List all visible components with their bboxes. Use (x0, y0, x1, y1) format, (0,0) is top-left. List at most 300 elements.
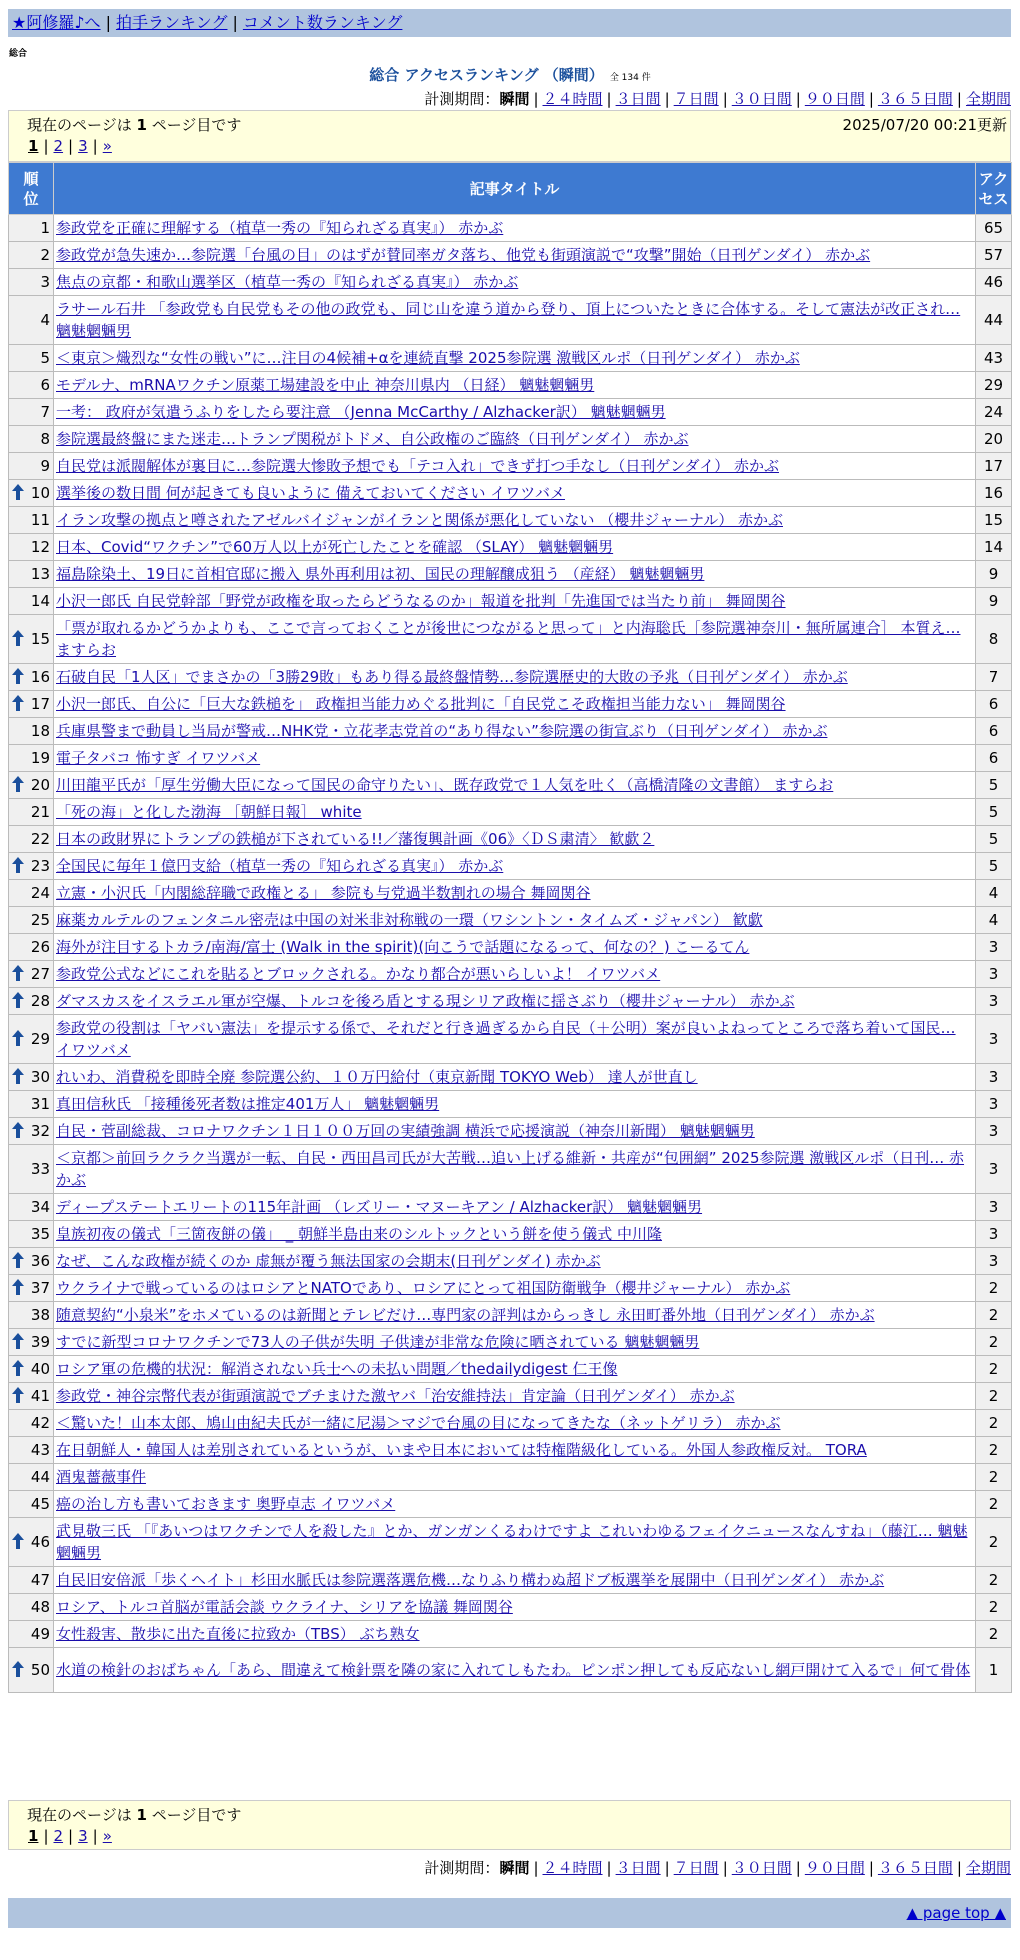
title-cell (54, 1064, 976, 1091)
table-row (9, 880, 1012, 907)
rank-up-arrow-icon (12, 1279, 24, 1295)
article-link[interactable]: 参政党を正確に理解する（植草一秀の『知られざる真実』） 赤かぶ (56, 219, 504, 237)
rank-cell (9, 1275, 54, 1302)
rank-up-arrow-icon (12, 965, 24, 981)
table-row (9, 1621, 1012, 1648)
rank-number: 34 (30, 1198, 50, 1216)
title-cell (54, 1594, 976, 1621)
access-count: 3 (976, 1091, 1012, 1118)
title-cell (54, 372, 976, 399)
article-link[interactable]: ダマスカスをイスラエル軍が空爆、トルコを後ろ盾とする現シリア政権に揺さぶり（櫻井ジャーナル） 赤かぶ (56, 992, 795, 1010)
rank-cell (9, 907, 54, 934)
article-link[interactable]: 癌の治し方も書いておきます 奥野卓志 イワツバメ (56, 1495, 396, 1513)
title-cell (54, 1567, 976, 1594)
title-cell (54, 664, 976, 691)
access-count: 2 (976, 1410, 1012, 1437)
article-link[interactable]: ＜東京＞熾烈な“女性の戦い”に…注目の4候補+αを連続直撃 2025参院選 激戦区ルポ（日刊ゲンダイ） 赤かぶ (56, 349, 800, 367)
table-row (9, 1302, 1012, 1329)
title-cell (54, 426, 976, 453)
updated-timestamp: 2025/07/20 00:21更新 (842, 116, 1007, 134)
table-row (9, 588, 1012, 615)
rank-number: 16 (30, 668, 50, 686)
article-link[interactable]: 一考： 政府が気遣うふりをしたら要注意 （Jenna McCarthy / Alzhacker訳） 魑魅魍魎男 (56, 403, 666, 421)
title-cell (54, 399, 976, 426)
access-count: 15 (976, 507, 1012, 534)
period-label: 計測期間： (424, 1859, 500, 1877)
rank-number: 19 (30, 749, 50, 767)
rank-number: 26 (30, 938, 50, 956)
table-row (9, 1491, 1012, 1518)
rank-up-arrow-icon (12, 1333, 24, 1349)
rank-number: 12 (30, 538, 50, 556)
period-link[interactable]: ９０日間 (804, 1859, 865, 1877)
rank-cell (9, 691, 54, 718)
rank-cell (9, 1194, 54, 1221)
article-link[interactable]: 自民・菅副総裁、コロナワクチン１日１００万回の実績強調 横浜で応援演説（神奈川新聞） 魑魅魍魎男 (56, 1122, 755, 1140)
access-count: 16 (976, 480, 1012, 507)
page-current: 1 (28, 137, 39, 155)
article-link[interactable]: ラサール石井 「参政党も自民党もその他の政党も、同じ山を違う道から登り、頂上についたときに合体する。そして憲法が改正され… 魑魅魍魎男 (56, 300, 961, 340)
period-separator: | (664, 1859, 670, 1877)
title-cell (54, 480, 976, 507)
access-count: 2 (976, 1356, 1012, 1383)
table-row (9, 426, 1012, 453)
table-row (9, 664, 1012, 691)
article-link[interactable]: イラン攻撃の拠点と噂されたアゼルバイジャンがイランと関係が悪化していない （櫻井ジャーナル） 赤かぶ (56, 511, 783, 529)
page-links (28, 137, 112, 155)
rank-number: 20 (30, 776, 50, 794)
category-label: 総合 (9, 49, 28, 59)
access-count: 7 (976, 664, 1012, 691)
page-link[interactable]: » (102, 1827, 112, 1845)
page-link[interactable]: 3 (78, 137, 88, 155)
article-link[interactable]: 参政党の役割は「ヤバい憲法」を提示する係で、それだと行き過ぎるから自民（＋公明）案が良いよねってところで落ち着いて国民… イワツバメ (56, 1019, 956, 1059)
rank-number: 14 (30, 592, 50, 610)
access-count: 3 (976, 961, 1012, 988)
page-link[interactable]: 2 (53, 1827, 64, 1845)
title-cell (54, 1437, 976, 1464)
article-link[interactable]: 「票が取れるかどうかよりも、ここで言っておくことが後世につながると思って」と内海聡氏［参院選神奈川・無所属連合］ 本質え… ますらお (56, 619, 961, 659)
access-count: 3 (976, 1015, 1012, 1064)
access-count: 14 (976, 534, 1012, 561)
rank-cell (9, 934, 54, 961)
article-link[interactable]: 川田龍平氏が「厚生労働大臣になって国民の命守りたい」、既存政党で１人気を吐く（高橋清隆の文書館） ますらお (56, 776, 834, 794)
access-count: 5 (976, 853, 1012, 880)
title-cell (54, 534, 976, 561)
table-row (9, 1518, 1012, 1567)
page-link[interactable]: 3 (78, 1827, 88, 1845)
access-count: 57 (976, 242, 1012, 269)
rank-number: 3 (40, 273, 50, 291)
access-count: 3 (976, 934, 1012, 961)
table-row (9, 988, 1012, 1015)
page-separator: | (43, 137, 49, 155)
access-count: 2 (976, 1275, 1012, 1302)
table-row (9, 1567, 1012, 1594)
article-link[interactable]: 麻薬カルテルのフェンタニル密売は中国の対米非対称戦の一環（ワシントン・タイムズ・ジャパン） 歓歔 (56, 911, 763, 929)
rank-number: 7 (40, 403, 50, 421)
header-access: アクセス (976, 163, 1012, 215)
article-link[interactable]: 福島除染土、19日に首相官邸に搬入 県外再利用は初、国民の理解醸成狙う （産経） 魑魅魍魎男 (56, 565, 705, 583)
article-link[interactable]: 電子タバコ 怖すぎ イワツバメ (56, 749, 261, 767)
rank-number: 38 (30, 1306, 50, 1324)
article-link[interactable]: 石破自民「1人区」でまさかの「3勝29敗」もあり得る最終盤情勢…参院選歴史的大敗の予兆（日刊ゲンダイ） 赤かぶ (56, 668, 848, 686)
table-row (9, 1410, 1012, 1437)
table-row (9, 615, 1012, 664)
table-row (9, 718, 1012, 745)
table-row (9, 1194, 1012, 1221)
access-count: 3 (976, 1248, 1012, 1275)
table-row (9, 1383, 1012, 1410)
article-link[interactable]: 日本の政財界にトランプの鉄槌が下されている!!／藩復興計画《06》〈ＤＳ粛清〉 歓歔２ (56, 830, 655, 848)
nav-link-clap-ranking[interactable]: 拍手ランキング (115, 13, 228, 32)
nav-separator: | (232, 13, 238, 32)
rank-up-arrow-icon (12, 1068, 24, 1084)
rank-number: 25 (30, 911, 50, 929)
article-link[interactable]: 皇族初夜の儀式「三箇夜餅の儀」 _ 朝鮮半島由来のシルトックという餅を使う儀式 中川隆 (56, 1225, 662, 1243)
access-count: 2 (976, 1464, 1012, 1491)
article-link[interactable]: 「死の海」と化した渤海 ［朝鮮日報］ white (56, 803, 362, 821)
rank-number: 48 (30, 1598, 50, 1616)
access-count: 2 (976, 1621, 1012, 1648)
period-label: 計測期間： (424, 90, 500, 108)
rank-number: 9 (40, 457, 50, 475)
nav-link-comment-ranking[interactable]: コメント数ランキング (242, 13, 403, 32)
current-page-text: 現在のページは 1 ページ目です (27, 1806, 242, 1824)
page-top-link[interactable]: ▲ page top ▲ (906, 1904, 1006, 1922)
table-row (9, 534, 1012, 561)
rank-cell (9, 718, 54, 745)
period-separator: | (664, 90, 670, 108)
period-link[interactable]: ３６５日間 (877, 1859, 953, 1877)
period-current: 瞬間 (499, 1859, 530, 1877)
article-link[interactable]: 水道の検針のおばちゃん「あら、間違えて検針票を隣の家に入れてしもたわ。ピンポン押しても反応ないし網戸開けて入るで」何て骨体 (56, 1661, 971, 1679)
rank-number: 10 (30, 484, 50, 502)
table-row (9, 745, 1012, 772)
access-count: 44 (976, 296, 1012, 345)
pager-bottom (8, 1800, 1011, 1850)
article-link[interactable]: 酒鬼薔薇事件 (56, 1468, 147, 1486)
rank-number: 11 (30, 511, 50, 529)
period-link[interactable]: ３６５日間 (877, 90, 953, 108)
table-row (9, 480, 1012, 507)
title-cell (54, 296, 976, 345)
rank-number: 37 (30, 1279, 50, 1297)
period-link[interactable]: ３日間 (615, 90, 661, 108)
rank-number: 49 (30, 1625, 50, 1643)
rank-cell (9, 480, 54, 507)
period-link[interactable]: ３０日間 (731, 90, 792, 108)
article-link[interactable]: 参院選最終盤にまた迷走…トランプ関税がトドメ、自公政権のご臨終（日刊ゲンダイ） 赤かぶ (56, 430, 689, 448)
rank-cell (9, 1145, 54, 1194)
header-rank: 順位 (9, 163, 54, 215)
table-row (9, 1091, 1012, 1118)
period-separator: | (956, 1859, 962, 1877)
title-cell (54, 345, 976, 372)
rank-number: 43 (30, 1441, 50, 1459)
rank-cell (9, 1621, 54, 1648)
rank-cell (9, 1329, 54, 1356)
page-separator: | (68, 1827, 74, 1845)
period-separator: | (722, 90, 728, 108)
article-link[interactable]: 真田信秋氏 「接種後死者数は推定401万人」 魑魅魍魎男 (56, 1095, 440, 1113)
rank-cell (9, 1518, 54, 1567)
rank-cell (9, 615, 54, 664)
title-cell (54, 1621, 976, 1648)
period-separator: | (722, 1859, 728, 1877)
rank-up-arrow-icon (12, 484, 24, 500)
access-count: 29 (976, 372, 1012, 399)
table-row (9, 372, 1012, 399)
title-cell (54, 799, 976, 826)
period-link[interactable]: ２４時間 (542, 90, 603, 108)
title-cell (54, 1091, 976, 1118)
rank-cell (9, 1567, 54, 1594)
period-selector-bottom (424, 1857, 1011, 1878)
table-row (9, 1145, 1012, 1194)
article-link[interactable]: 兵庫県警まで動員し当局が警戒…NHK党・立花孝志党首の“あり得ない”参院選の街宣ぶり（日刊ゲンダイ） 赤かぶ (56, 722, 828, 740)
title-cell (54, 215, 976, 242)
title-cell (54, 1491, 976, 1518)
period-separator: | (795, 1859, 801, 1877)
rank-number: 44 (30, 1468, 50, 1486)
article-link[interactable]: 日本、Covid“ワクチン”で60万人以上が死亡したことを確認 （SLAY） 魑魅魍魎男 (56, 538, 614, 556)
title-cell (54, 907, 976, 934)
page-link[interactable]: 2 (53, 137, 64, 155)
rank-cell (9, 453, 54, 480)
title-cell (54, 934, 976, 961)
title-cell (54, 269, 976, 296)
rank-number: 28 (30, 992, 50, 1010)
ranking-table (8, 162, 1012, 1693)
access-count: 65 (976, 215, 1012, 242)
table-row (9, 561, 1012, 588)
pager-top (8, 110, 1011, 162)
article-link[interactable]: ロシア、トルコ首脳が電話会談 ウクライナ、シリアを協議 舞岡関谷 (56, 1598, 513, 1616)
table-row (9, 1118, 1012, 1145)
rank-cell (9, 664, 54, 691)
title-cell (54, 826, 976, 853)
rank-cell (9, 588, 54, 615)
rank-number: 39 (30, 1333, 50, 1351)
total-count: 全 134 件 (609, 73, 651, 83)
rank-number: 24 (30, 884, 50, 902)
nav-link-home[interactable]: ★阿修羅♪へ (12, 13, 101, 32)
title-cell (54, 588, 976, 615)
article-link[interactable]: 小沢一郎氏 自民党幹部「野党が政権を取ったらどうなるのか」報道を批判「先進国では当たり前」 舞岡関谷 (56, 592, 786, 610)
article-link[interactable]: 選挙後の数日間 何が起きても良いように 備えておいてください イワツバメ (56, 484, 566, 502)
rank-number: 5 (40, 349, 50, 367)
rank-number: 33 (30, 1160, 50, 1178)
rank-up-arrow-icon (12, 1030, 24, 1046)
period-link[interactable]: ７日間 (673, 90, 719, 108)
title-cell (54, 880, 976, 907)
access-count: 4 (976, 907, 1012, 934)
period-link[interactable]: ３日間 (615, 1859, 661, 1877)
article-link[interactable]: 自民党は派閥解体が裏目に…参院選大惨敗予想でも「テコ入れ」できず打つ手なし（日刊ゲンダイ） 赤かぶ (56, 457, 779, 475)
page-separator: | (43, 1827, 49, 1845)
rank-cell (9, 399, 54, 426)
rank-up-arrow-icon (12, 776, 24, 792)
table-row (9, 296, 1012, 345)
article-link[interactable]: 焦点の京都・和歌山選挙区（植草一秀の『知られざる真実』） 赤かぶ (56, 273, 519, 291)
table-row (9, 1064, 1012, 1091)
article-link[interactable]: ＜驚いた！山本太郎、鳩山由紀夫氏が一緒に尼湯＞マジで台風の目になってきたな（ネットゲリラ） 赤かぶ (56, 1414, 781, 1432)
access-count: 2 (976, 1302, 1012, 1329)
article-link[interactable]: 武見敬三氏 「『あいつはワクチンで人を殺した』とか、ガンガンくるわけですよ これいわゆるフェイクニュースなんすね」（藤江… 魑魅魍魎男 (56, 1522, 968, 1562)
rank-number: 23 (30, 857, 50, 875)
article-link[interactable]: ウクライナで戦っているのはロシアとNATOであり、ロシアにとって祖国防衛戦争（櫻井ジャーナル） 赤かぶ (56, 1279, 791, 1297)
article-link[interactable]: なぜ、こんな政権が続くのか 虚無が覆う無法国家の会期末(日刊ゲンダイ) 赤かぶ (56, 1252, 601, 1270)
rank-cell (9, 507, 54, 534)
title-cell (54, 691, 976, 718)
rank-cell (9, 1015, 54, 1064)
article-link[interactable]: 自民旧安倍派「歩くヘイト」杉田水脈氏は参院選落選危機…なりふり構わぬ超ドブ板選挙を展開中（日刊ゲンダイ） 赤かぶ (56, 1571, 885, 1589)
access-count: 3 (976, 1118, 1012, 1145)
access-count: 2 (976, 1567, 1012, 1594)
article-link[interactable]: すでに新型コロナワクチンで73人の子供が失明 子供達が非常な危険に晒されている 魑魅魍魎男 (56, 1333, 700, 1351)
table-row (9, 1275, 1012, 1302)
rank-cell (9, 1464, 54, 1491)
period-link[interactable]: ７日間 (673, 1859, 719, 1877)
rank-number: 50 (30, 1661, 50, 1679)
rank-number: 18 (30, 722, 50, 740)
article-link[interactable]: ＜京都＞前回ラクラク当選が一転、自民・西田昌司氏が大苦戦…追い上げる維新・共産が“包囲網” 2025参院選 激戦区ルポ（日刊… 赤かぶ (56, 1149, 965, 1189)
article-link[interactable]: 参政党が急失速か…参院選「台風の目」のはずが賛同率ガタ落ち、他党も街頭演説で“攻撃”開始（日刊ゲンダイ） 赤かぶ (56, 246, 871, 264)
rank-cell (9, 1437, 54, 1464)
table-header-row (9, 163, 1012, 215)
article-link[interactable]: 海外が注目するトカラ/南海/富士 (Walk in the spirit)(向こうで話題になるって、何なの？) こーるてん (56, 938, 750, 956)
rank-number: 42 (30, 1414, 50, 1432)
rank-cell (9, 345, 54, 372)
period-current: 瞬間 (499, 90, 530, 108)
rank-number: 29 (30, 1030, 50, 1048)
page-link[interactable]: » (102, 137, 112, 155)
rank-up-arrow-icon (12, 1387, 24, 1403)
title-cell (54, 1015, 976, 1064)
table-row (9, 399, 1012, 426)
article-link[interactable]: 参政党・神谷宗幣代表が街頭演説でブチまけた激ヤバ「治安維持法」肯定論（日刊ゲンダイ） 赤かぶ (56, 1387, 735, 1405)
title-cell (54, 1329, 976, 1356)
period-separator: | (533, 1859, 539, 1877)
access-count: 2 (976, 1518, 1012, 1567)
rank-cell (9, 1221, 54, 1248)
access-count: 3 (976, 1194, 1012, 1221)
access-count: 5 (976, 826, 1012, 853)
rank-number: 22 (30, 830, 50, 848)
access-count: 2 (976, 1329, 1012, 1356)
title-cell (54, 1518, 976, 1567)
rank-number: 35 (30, 1225, 50, 1243)
rank-number: 30 (30, 1068, 50, 1086)
title-cell (54, 561, 976, 588)
table-row (9, 799, 1012, 826)
rank-up-arrow-icon (12, 630, 24, 646)
article-link[interactable]: 全国民に毎年１億円支給（植草一秀の『知られざる真実』） 赤かぶ (56, 857, 504, 875)
rank-cell (9, 745, 54, 772)
bottom-bar (8, 1898, 1011, 1928)
rank-up-arrow-icon (12, 1533, 24, 1549)
period-link[interactable]: 全期間 (965, 1859, 1011, 1877)
rank-cell (9, 772, 54, 799)
access-count: 20 (976, 426, 1012, 453)
rank-up-arrow-icon (12, 1122, 24, 1138)
rank-up-arrow-icon (12, 1252, 24, 1268)
article-link[interactable]: ロシア軍の危機的状況：解消されない兵士への未払い問題／thedailydigest 仁王像 (56, 1360, 618, 1378)
title-cell (54, 1275, 976, 1302)
access-count: 2 (976, 1594, 1012, 1621)
rank-cell (9, 534, 54, 561)
rank-cell (9, 799, 54, 826)
rank-number: 41 (30, 1387, 50, 1405)
article-link[interactable]: 随意契約“小泉米”をホメているのは新聞とテレビだけ…専門家の評判はからっきし 永田町番外地（日刊ゲンダイ） 赤かぶ (56, 1306, 875, 1324)
article-link[interactable]: 参政党公式などにこれを貼るとブロックされる。かなり都合が悪いらしいよ！ イワツバメ (56, 965, 661, 983)
rank-up-arrow-icon (12, 1360, 24, 1376)
period-separator: | (533, 90, 539, 108)
title-cell (54, 1221, 976, 1248)
article-link[interactable]: モデルナ、mRNAワクチン原薬工場建設を中止 神奈川県内 （日経） 魑魅魍魎男 (56, 376, 595, 394)
article-link[interactable]: ディープステートエリートの115年計画 （レズリー・マヌーキアン / Alzhacker訳） 魑魅魍魎男 (56, 1198, 703, 1216)
title-cell (54, 1302, 976, 1329)
rank-number: 8 (40, 430, 50, 448)
rank-up-arrow-icon (12, 1661, 24, 1677)
table-row (9, 242, 1012, 269)
rank-number: 13 (30, 565, 50, 583)
access-count: 2 (976, 1383, 1012, 1410)
access-count: 9 (976, 588, 1012, 615)
table-row (9, 507, 1012, 534)
rank-up-arrow-icon (12, 668, 24, 684)
page-separator: | (68, 137, 74, 155)
table-row (9, 691, 1012, 718)
period-separator: | (795, 90, 801, 108)
article-link[interactable]: 立憲・小沢氏「内閣総辞職で政権とる」 参院も与党過半数割れの場合 舞岡関谷 (56, 884, 591, 902)
rank-cell (9, 242, 54, 269)
period-link[interactable]: ３０日間 (731, 1859, 792, 1877)
access-count: 46 (976, 269, 1012, 296)
page-separator: | (92, 1827, 98, 1845)
access-count: 1 (976, 1648, 1012, 1693)
access-count: 3 (976, 1221, 1012, 1248)
period-selector-top (424, 88, 1011, 109)
period-separator: | (868, 1859, 874, 1877)
top-navigation-bar (8, 9, 1011, 37)
rank-number: 31 (30, 1095, 50, 1113)
title-cell (54, 1383, 976, 1410)
table-row (9, 1015, 1012, 1064)
table-row (9, 1248, 1012, 1275)
rank-cell (9, 1118, 54, 1145)
table-row (9, 934, 1012, 961)
table-row (9, 853, 1012, 880)
access-count: 6 (976, 691, 1012, 718)
title-cell (54, 1648, 976, 1693)
title-cell (54, 1194, 976, 1221)
page-title-text: 総合 アクセスランキング （瞬間） (369, 66, 604, 84)
rank-number: 40 (30, 1360, 50, 1378)
title-cell (54, 507, 976, 534)
period-link[interactable]: ９０日間 (804, 90, 865, 108)
article-link[interactable]: 女性殺害、散歩に出た直後に拉致か（TBS） ぶち熟女 (56, 1625, 420, 1643)
article-link[interactable]: 小沢一郎氏、自公に「巨大な鉄槌を」 政権担当能力めぐる批判に「自民党こそ政権担当能力ない」 舞岡関谷 (56, 695, 786, 713)
period-link[interactable]: 全期間 (965, 90, 1011, 108)
article-link[interactable]: れいわ、消費税を即時全廃 参院選公約、１０万円給付（東京新聞 TOKYO Web） 達人が世直し (56, 1068, 698, 1086)
page-current: 1 (28, 1827, 39, 1845)
table-row (9, 215, 1012, 242)
access-count: 6 (976, 745, 1012, 772)
period-link[interactable]: ２４時間 (542, 1859, 603, 1877)
article-link[interactable]: 在日朝鮮人・韓国人は差別されているというが、いまや日本においては特権階級化している。外国人参政権反対。 TORA (56, 1441, 867, 1459)
